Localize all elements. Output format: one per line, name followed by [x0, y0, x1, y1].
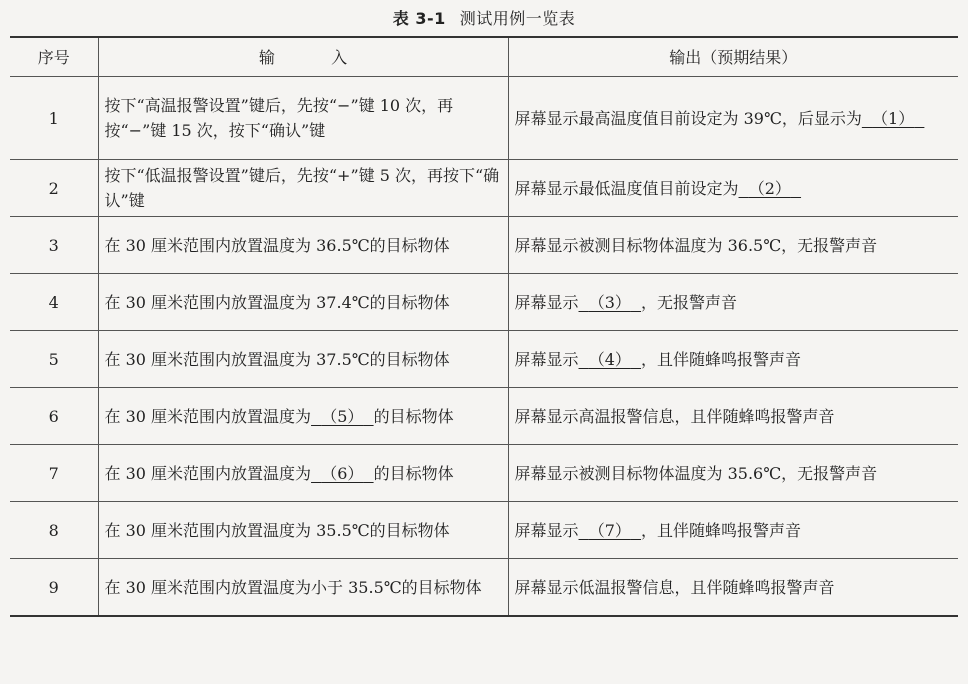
output-blank-label: （4）	[588, 349, 631, 369]
output-blank	[739, 176, 802, 201]
row-input: 在 30 厘米范围内放置温度为 35.5℃的目标物体	[98, 502, 508, 559]
row-output	[508, 445, 958, 502]
output-blank-label: （1）	[872, 108, 915, 128]
row-output	[508, 502, 958, 559]
table-number: 表 3-1	[392, 9, 446, 28]
output-blank	[579, 347, 642, 372]
table-row	[10, 160, 958, 217]
input-text-post: 的目标物体	[373, 463, 454, 483]
row-seq: 6	[10, 388, 98, 445]
header-input: 输 入	[98, 37, 508, 77]
row-output	[508, 160, 958, 217]
table-header-row	[10, 37, 958, 77]
output-text-post: ，无报警声音	[641, 292, 738, 312]
input-blank-label: （6）	[321, 463, 364, 483]
header-output: 输出（预期结果）	[508, 37, 958, 77]
row-input: 按下“低温报警设置”键后，先按“+”键 5 次，再按下“确认”键	[98, 160, 508, 217]
input-text-pre: 在 30 厘米范围内放置温度为	[104, 406, 312, 426]
row-seq: 7	[10, 445, 98, 502]
row-input: 在 30 厘米范围内放置温度为 36.5℃的目标物体	[98, 217, 508, 274]
row-output	[508, 217, 958, 274]
output-text-post: ，且伴随蜂鸣报警声音	[641, 520, 802, 540]
output-text-pre: 屏幕显示	[514, 520, 579, 540]
output-text-pre: 屏幕显示最高温度值目前设定为 39℃，后显示为	[514, 108, 862, 128]
table-row	[10, 217, 958, 274]
row-seq: 9	[10, 559, 98, 617]
table-body	[10, 77, 958, 617]
row-output	[508, 274, 958, 331]
table-row	[10, 388, 958, 445]
output-text-pre: 屏幕显示高温报警信息，且伴随蜂鸣报警声音	[514, 406, 835, 426]
output-blank-label: （2）	[748, 178, 791, 198]
table-caption	[0, 6, 968, 29]
output-text-post: ，且伴随蜂鸣报警声音	[641, 349, 802, 369]
row-input: 在 30 厘米范围内放置温度为小于 35.5℃的目标物体	[98, 559, 508, 617]
row-seq: 4	[10, 274, 98, 331]
output-blank	[862, 106, 925, 131]
input-blank	[311, 461, 374, 486]
row-input	[98, 388, 508, 445]
test-case-table	[10, 36, 958, 617]
output-text-pre: 屏幕显示低温报警信息，且伴随蜂鸣报警声音	[514, 577, 835, 597]
row-input: 按下“高温报警设置”键后，先按“−”键 10 次，再按“−”键 15 次，按下“确认”键	[98, 77, 508, 160]
table-row	[10, 331, 958, 388]
table-row	[10, 77, 958, 160]
row-seq: 2	[10, 160, 98, 217]
row-output	[508, 331, 958, 388]
output-text-pre: 屏幕显示被测目标物体温度为 35.6℃，无报警声音	[514, 463, 878, 483]
table-row	[10, 559, 958, 617]
table-row	[10, 502, 958, 559]
row-input: 在 30 厘米范围内放置温度为 37.4℃的目标物体	[98, 274, 508, 331]
output-blank	[579, 518, 642, 543]
row-output	[508, 77, 958, 160]
output-blank-label: （7）	[588, 520, 631, 540]
output-blank	[579, 290, 642, 315]
row-seq: 3	[10, 217, 98, 274]
input-blank	[311, 404, 374, 429]
table-row	[10, 274, 958, 331]
row-output	[508, 388, 958, 445]
row-input	[98, 445, 508, 502]
output-text-pre: 屏幕显示	[514, 349, 579, 369]
output-text-pre: 屏幕显示最低温度值目前设定为	[514, 178, 739, 198]
row-seq: 1	[10, 77, 98, 160]
row-seq: 8	[10, 502, 98, 559]
output-text-pre: 屏幕显示被测目标物体温度为 36.5℃，无报警声音	[514, 235, 878, 255]
table-row	[10, 445, 958, 502]
input-text-pre: 在 30 厘米范围内放置温度为	[104, 463, 312, 483]
row-output	[508, 559, 958, 617]
input-blank-label: （5）	[321, 406, 364, 426]
header-seq: 序号	[10, 37, 98, 77]
row-seq: 5	[10, 331, 98, 388]
input-text-post: 的目标物体	[373, 406, 454, 426]
output-text-pre: 屏幕显示	[514, 292, 579, 312]
row-input: 在 30 厘米范围内放置温度为 37.5℃的目标物体	[98, 331, 508, 388]
output-blank-label: （3）	[588, 292, 631, 312]
table-title: 测试用例一览表	[459, 9, 576, 28]
